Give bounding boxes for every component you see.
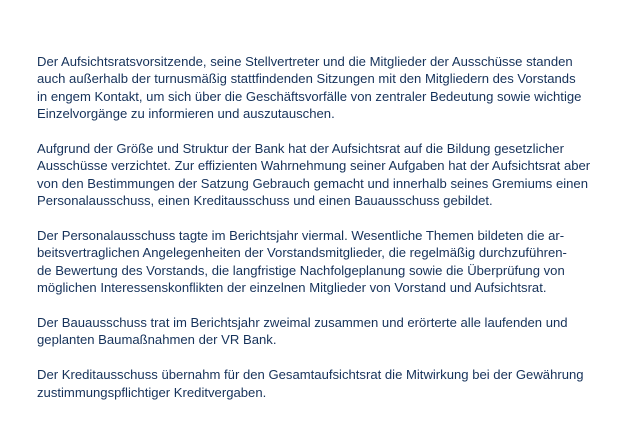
- text-line: beitsvertraglichen Angelegenheiten der Vorstandsmitglieder, die regelmäßig durchzuführen-: [37, 245, 567, 261]
- text-line: de Bewertung des Vorstands, die langfristige Nachfolgeplanung sowie die Überprüfung von: [37, 262, 565, 278]
- text-line: von den Bestimmungen der Satzung Gebrauch gemacht und innerhalb seines Gremiums einen: [37, 175, 588, 191]
- paragraph-5: [37, 366, 627, 401]
- paragraph-4: [37, 314, 627, 349]
- text-line: in engem Kontakt, um sich über die Geschäftsvorfälle von zentraler Bedeutung sowie wichtige: [37, 88, 582, 104]
- text-line: Ausschüsse verzichtet. Zur effizienten Wahrnehmung seiner Aufgaben hat der Aufsichtsrat aber: [37, 158, 591, 174]
- text-line: Der Personalausschuss tagte im Berichtsjahr viermal. Wesentliche Themen bildeten die ar-: [37, 228, 565, 244]
- text-line: Personalausschuss, einen Kreditausschuss und einen Bauausschuss gebildet.: [37, 193, 493, 209]
- text-line: möglichen Interessenskonflikten der einzelnen Mitglieder von Vorstand und Aufsichtsrat.: [37, 280, 547, 296]
- text-line: auch außerhalb der turnusmäßig stattfindenden Sitzungen mit den Mitgliedern des Vorstands: [37, 71, 576, 87]
- text-line: zustimmungspflichtiger Kreditvergaben.: [37, 384, 267, 400]
- text-line: Der Aufsichtsratsvorsitzende, seine Stellvertreter und die Mitglieder der Ausschüsse standen: [37, 54, 573, 69]
- paragraph-1: [37, 53, 627, 123]
- text-line: Der Bauausschuss trat im Berichtsjahr zweimal zusammen und erörterte alle laufenden und: [37, 315, 568, 331]
- paragraph-3: [37, 227, 627, 297]
- paragraph-2: [37, 140, 627, 210]
- text-line: Der Kreditausschuss übernahm für den Gesamtaufsichtsrat die Mitwirkung bei der Gewährung: [37, 367, 584, 383]
- document-body: [37, 53, 627, 418]
- text-line: geplanten Baumaßnahmen der VR Bank.: [37, 332, 277, 348]
- text-line: Einzelvorgänge zu informieren und auszutauschen.: [37, 106, 335, 122]
- text-line: Aufgrund der Größe und Struktur der Bank hat der Aufsichtsrat auf die Bildung gesetzlicher: [37, 141, 564, 157]
